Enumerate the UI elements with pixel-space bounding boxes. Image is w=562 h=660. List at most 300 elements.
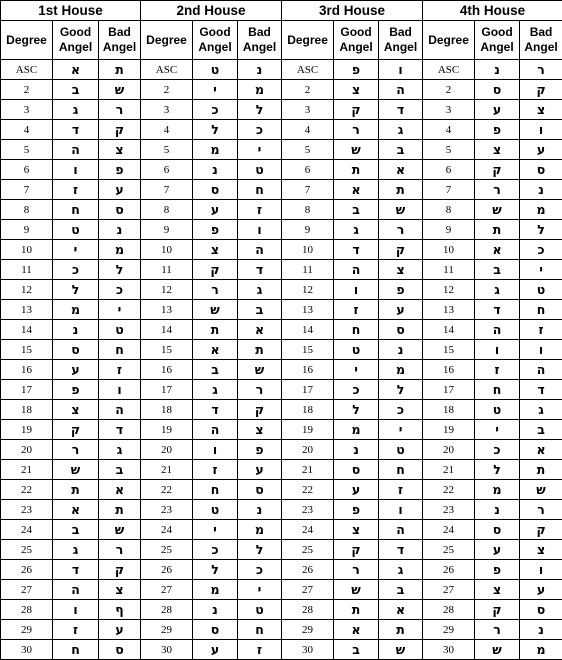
bad-angel-cell: ש xyxy=(99,520,141,540)
degree-cell: 8 xyxy=(141,200,193,220)
degree-cell: 15 xyxy=(141,340,193,360)
bad-angel-cell: ש xyxy=(379,640,423,660)
bad-angel-cell: ו xyxy=(379,500,423,520)
bad-angel-cell: ט xyxy=(238,600,282,620)
table-row xyxy=(1,640,562,660)
bad-angel-cell: צ xyxy=(379,260,423,280)
degree-cell: 6 xyxy=(1,160,53,180)
degree-cell: 19 xyxy=(1,420,53,440)
good-angel-cell: כ xyxy=(193,540,238,560)
degree-cell: 27 xyxy=(423,580,475,600)
good-angel-cell: א xyxy=(475,240,520,260)
degree-cell: 18 xyxy=(1,400,53,420)
degree-cell: 28 xyxy=(282,600,334,620)
degree-cell: 12 xyxy=(423,280,475,300)
good-angel-cell: ז xyxy=(334,300,379,320)
degree-cell: 14 xyxy=(423,320,475,340)
degree-cell: 30 xyxy=(1,640,53,660)
good-angel-cell: כ xyxy=(53,260,99,280)
good-angel-cell: ד xyxy=(53,120,99,140)
bad-angel-cell: ה xyxy=(99,400,141,420)
bad-angel-cell: ק xyxy=(379,240,423,260)
degree-cell: 19 xyxy=(141,420,193,440)
degree-cell: 2 xyxy=(141,80,193,100)
bad-angel-cell: ו xyxy=(99,380,141,400)
degree-cell: 4 xyxy=(141,120,193,140)
bad-angel-cell: ט xyxy=(99,320,141,340)
good-angel-cell: ק xyxy=(475,600,520,620)
degree-cell: 3 xyxy=(423,100,475,120)
good-angel-cell: ת xyxy=(53,480,99,500)
degree-cell: 5 xyxy=(1,140,53,160)
good-angel-cell: כ xyxy=(475,440,520,460)
bad-angel-cell: ח xyxy=(379,460,423,480)
degree-cell: 16 xyxy=(282,360,334,380)
degree-cell: 19 xyxy=(282,420,334,440)
degree-cell: 20 xyxy=(423,440,475,460)
degree-cell: 13 xyxy=(423,300,475,320)
bad-angel-cell: ע xyxy=(99,620,141,640)
bad-angel-cell: ר xyxy=(99,100,141,120)
good-angel-cell: ת xyxy=(475,220,520,240)
good-angel-cell: ג xyxy=(53,540,99,560)
degree-cell: 23 xyxy=(1,500,53,520)
degree-cell: 30 xyxy=(423,640,475,660)
good-angel-cell: ח xyxy=(193,480,238,500)
good-angel-cell: ז xyxy=(53,180,99,200)
good-angel-cell: ס xyxy=(193,620,238,640)
bad-angel-cell: ע xyxy=(238,460,282,480)
bad-angel-cell: נ xyxy=(238,60,282,80)
good-angel-cell: ש xyxy=(475,640,520,660)
good-angel-cell: ב xyxy=(53,520,99,540)
bad-angel-cell: ל xyxy=(520,220,562,240)
bad-angel-cell: ת xyxy=(99,500,141,520)
good-angel-cell: צ xyxy=(334,80,379,100)
bad-angel-cell: צ xyxy=(99,580,141,600)
degree-cell: 4 xyxy=(1,120,53,140)
table-row xyxy=(1,360,562,380)
degree-cell: 4 xyxy=(282,120,334,140)
good-angel-cell: ס xyxy=(475,80,520,100)
degree-cell: 27 xyxy=(141,580,193,600)
table-row xyxy=(1,580,562,600)
table-row xyxy=(1,480,562,500)
good-angel-cell: ל xyxy=(334,400,379,420)
good-angel-cell: פ xyxy=(53,380,99,400)
degree-cell: 15 xyxy=(423,340,475,360)
bad-angel-cell: מ xyxy=(238,80,282,100)
degree-cell: 22 xyxy=(141,480,193,500)
degree-cell: 15 xyxy=(1,340,53,360)
good-angel-cell: ס xyxy=(475,520,520,540)
bad-angel-cell: ר xyxy=(520,500,562,520)
degree-cell: 12 xyxy=(1,280,53,300)
good-angel-cell: צ xyxy=(193,240,238,260)
degree-cell: 16 xyxy=(423,360,475,380)
degree-cell: 22 xyxy=(423,480,475,500)
table-body xyxy=(1,60,562,660)
bad-angel-cell: ת xyxy=(379,180,423,200)
table-row xyxy=(1,540,562,560)
degree-cell: 28 xyxy=(423,600,475,620)
bad-angel-cell: י xyxy=(99,300,141,320)
degree-column-header: Degree xyxy=(423,21,475,60)
good-angel-column-header: Good Angel xyxy=(334,21,379,60)
degree-cell: 20 xyxy=(282,440,334,460)
degree-cell: 17 xyxy=(1,380,53,400)
degree-cell: 17 xyxy=(141,380,193,400)
degree-cell: 6 xyxy=(282,160,334,180)
bad-angel-cell: ג xyxy=(238,280,282,300)
bad-angel-cell: ד xyxy=(379,540,423,560)
table-row xyxy=(1,440,562,460)
good-angel-cell: ש xyxy=(193,300,238,320)
good-angel-cell: א xyxy=(53,500,99,520)
degree-cell: 26 xyxy=(141,560,193,580)
bad-angel-cell: נ xyxy=(520,180,562,200)
table-row xyxy=(1,320,562,340)
bad-angel-cell: א xyxy=(379,600,423,620)
good-angel-cell: ע xyxy=(193,200,238,220)
bad-angel-cell: ו xyxy=(520,340,562,360)
good-angel-cell: ל xyxy=(193,120,238,140)
degree-cell: 20 xyxy=(141,440,193,460)
bad-angel-cell: ר xyxy=(238,380,282,400)
good-angel-cell: ת xyxy=(334,600,379,620)
bad-angel-cell: ב xyxy=(99,460,141,480)
degree-cell: 12 xyxy=(282,280,334,300)
bad-angel-cell: ש xyxy=(99,80,141,100)
good-angel-cell: י xyxy=(475,420,520,440)
degree-cell: 18 xyxy=(423,400,475,420)
table-row xyxy=(1,260,562,280)
good-angel-cell: ד xyxy=(475,300,520,320)
degree-cell: 13 xyxy=(1,300,53,320)
good-angel-cell: ק xyxy=(53,420,99,440)
bad-angel-cell: ב xyxy=(379,140,423,160)
degree-cell: 17 xyxy=(282,380,334,400)
degree-cell: 17 xyxy=(423,380,475,400)
good-angel-cell: כ xyxy=(193,100,238,120)
good-angel-cell: ג xyxy=(334,220,379,240)
table-row xyxy=(1,500,562,520)
degree-cell: 11 xyxy=(282,260,334,280)
bad-angel-cell: ת xyxy=(99,60,141,80)
house-header: 1st House xyxy=(1,1,141,21)
degree-cell: 2 xyxy=(282,80,334,100)
bad-angel-cell: ט xyxy=(379,440,423,460)
bad-angel-cell: ז xyxy=(99,360,141,380)
degree-cell: 9 xyxy=(423,220,475,240)
good-angel-cell: ח xyxy=(334,320,379,340)
table-row xyxy=(1,200,562,220)
good-angel-cell: ש xyxy=(53,460,99,480)
degree-cell: 6 xyxy=(141,160,193,180)
degree-cell: 5 xyxy=(141,140,193,160)
house-header-row xyxy=(1,1,562,21)
bad-angel-column-header: Bad Angel xyxy=(99,21,141,60)
bad-angel-cell: ו xyxy=(520,120,562,140)
degree-cell: 30 xyxy=(282,640,334,660)
good-angel-cell: מ xyxy=(475,480,520,500)
bad-angel-cell: ע xyxy=(520,580,562,600)
degree-column-header: Degree xyxy=(282,21,334,60)
degree-cell: 7 xyxy=(423,180,475,200)
bad-angel-cell: י xyxy=(520,260,562,280)
bad-angel-cell: ה xyxy=(520,360,562,380)
bad-angel-cell: נ xyxy=(99,220,141,240)
degree-cell: 7 xyxy=(282,180,334,200)
bad-angel-cell: מ xyxy=(379,360,423,380)
good-angel-cell: נ xyxy=(193,160,238,180)
bad-angel-cell: צ xyxy=(520,540,562,560)
good-angel-cell: ט xyxy=(53,220,99,240)
bad-angel-cell: ס xyxy=(99,200,141,220)
good-angel-cell: ר xyxy=(193,280,238,300)
bad-angel-cell: א xyxy=(520,440,562,460)
bad-angel-cell: ז xyxy=(238,200,282,220)
bad-angel-cell: ס xyxy=(520,600,562,620)
degree-cell: 26 xyxy=(1,560,53,580)
degree-cell: 15 xyxy=(282,340,334,360)
degree-cell: 25 xyxy=(141,540,193,560)
bad-angel-cell: ה xyxy=(379,520,423,540)
good-angel-cell: ק xyxy=(475,160,520,180)
good-angel-cell: ד xyxy=(53,560,99,580)
good-angel-cell: ד xyxy=(193,400,238,420)
degree-cell: 14 xyxy=(1,320,53,340)
house-header: 2nd House xyxy=(141,1,282,21)
table-row xyxy=(1,300,562,320)
good-angel-cell: ג xyxy=(53,100,99,120)
bad-angel-cell: י xyxy=(379,420,423,440)
bad-angel-cell: ס xyxy=(379,320,423,340)
degree-cell: 26 xyxy=(282,560,334,580)
degree-cell: 30 xyxy=(141,640,193,660)
degree-cell: 3 xyxy=(282,100,334,120)
good-angel-cell: ק xyxy=(193,260,238,280)
bad-angel-cell: ג xyxy=(520,400,562,420)
degree-cell: 21 xyxy=(141,460,193,480)
good-angel-cell: ס xyxy=(334,460,379,480)
bad-angel-cell: ע xyxy=(520,140,562,160)
good-angel-cell: ל xyxy=(193,560,238,580)
bad-angel-column-header: Bad Angel xyxy=(238,21,282,60)
good-angel-cell: נ xyxy=(193,600,238,620)
bad-angel-cell: י xyxy=(238,580,282,600)
bad-angel-cell: ט xyxy=(238,160,282,180)
good-angel-cell: ה xyxy=(53,580,99,600)
good-angel-cell: ז xyxy=(475,360,520,380)
degree-cell: 27 xyxy=(282,580,334,600)
table-row xyxy=(1,340,562,360)
bad-angel-cell: מ xyxy=(520,200,562,220)
good-angel-column-header: Good Angel xyxy=(475,21,520,60)
house-header: 4th House xyxy=(423,1,562,21)
good-angel-cell: ל xyxy=(53,280,99,300)
degree-cell: 29 xyxy=(282,620,334,640)
bad-angel-cell: ד xyxy=(520,380,562,400)
degree-cell: 2 xyxy=(1,80,53,100)
degree-cell: 4 xyxy=(423,120,475,140)
bad-angel-cell: ח xyxy=(238,180,282,200)
bad-angel-cell: נ xyxy=(520,620,562,640)
good-angel-cell: ט xyxy=(193,500,238,520)
degree-cell: 23 xyxy=(423,500,475,520)
bad-angel-cell: מ xyxy=(238,520,282,540)
bad-angel-cell: מ xyxy=(99,240,141,260)
good-angel-cell: צ xyxy=(475,580,520,600)
degree-cell: 5 xyxy=(282,140,334,160)
good-angel-cell: צ xyxy=(475,140,520,160)
good-angel-cell: ו xyxy=(193,440,238,460)
table-row xyxy=(1,180,562,200)
degree-cell: 26 xyxy=(423,560,475,580)
bad-angel-cell: ש xyxy=(379,200,423,220)
good-angel-cell: ט xyxy=(334,340,379,360)
good-angel-cell: ב xyxy=(334,200,379,220)
good-angel-cell: ה xyxy=(53,140,99,160)
table-row xyxy=(1,140,562,160)
degree-cell: 28 xyxy=(1,600,53,620)
bad-angel-cell: צ xyxy=(520,100,562,120)
bad-angel-cell: ה xyxy=(238,240,282,260)
degree-cell: 29 xyxy=(141,620,193,640)
bad-angel-cell: פ xyxy=(99,160,141,180)
good-angel-cell: ח xyxy=(53,640,99,660)
good-angel-cell: א xyxy=(193,340,238,360)
table-row xyxy=(1,280,562,300)
good-angel-cell: ע xyxy=(53,360,99,380)
bad-angel-cell: ו xyxy=(520,560,562,580)
degree-cell: 16 xyxy=(1,360,53,380)
degree-cell: 10 xyxy=(423,240,475,260)
degree-cell: 21 xyxy=(423,460,475,480)
good-angel-cell: י xyxy=(193,520,238,540)
bad-angel-cell: ס xyxy=(99,640,141,660)
table-row xyxy=(1,240,562,260)
degree-cell: 9 xyxy=(141,220,193,240)
good-angel-cell: פ xyxy=(334,500,379,520)
bad-angel-cell: ר xyxy=(379,220,423,240)
degree-cell: 29 xyxy=(1,620,53,640)
good-angel-cell: מ xyxy=(193,140,238,160)
degree-cell: 8 xyxy=(1,200,53,220)
degree-cell: 11 xyxy=(423,260,475,280)
good-angel-cell: ה xyxy=(334,260,379,280)
bad-angel-cell: ע xyxy=(379,300,423,320)
good-angel-cell: א xyxy=(334,180,379,200)
bad-angel-cell: נ xyxy=(238,500,282,520)
bad-angel-cell: י xyxy=(238,140,282,160)
table-row xyxy=(1,220,562,240)
bad-angel-cell: פ xyxy=(379,280,423,300)
bad-angel-cell: ל xyxy=(238,100,282,120)
bad-angel-cell: ק xyxy=(520,520,562,540)
degree-cell: 8 xyxy=(423,200,475,220)
good-angel-cell: ש xyxy=(475,200,520,220)
good-angel-cell: ל xyxy=(475,460,520,480)
bad-angel-cell: ג xyxy=(379,120,423,140)
good-angel-cell: ס xyxy=(53,340,99,360)
degree-cell: 23 xyxy=(141,500,193,520)
good-angel-cell: ו xyxy=(475,340,520,360)
good-angel-cell: ו xyxy=(53,600,99,620)
degree-cell: 25 xyxy=(1,540,53,560)
degree-cell: 24 xyxy=(282,520,334,540)
good-angel-cell: נ xyxy=(475,500,520,520)
good-angel-cell: צ xyxy=(334,520,379,540)
good-angel-cell: ב xyxy=(334,640,379,660)
table-row xyxy=(1,400,562,420)
good-angel-cell: ב xyxy=(475,260,520,280)
bad-angel-cell: פ xyxy=(238,440,282,460)
degree-cell: ASC xyxy=(1,60,53,80)
degree-cell: 2 xyxy=(423,80,475,100)
bad-angel-cell: ג xyxy=(99,440,141,460)
degree-cell: 21 xyxy=(282,460,334,480)
good-angel-cell: ו xyxy=(334,280,379,300)
bad-angel-cell: כ xyxy=(99,280,141,300)
degree-cell: 5 xyxy=(423,140,475,160)
degree-cell: 18 xyxy=(141,400,193,420)
bad-angel-cell: כ xyxy=(520,240,562,260)
degree-cell: 29 xyxy=(423,620,475,640)
good-angel-cell: ר xyxy=(53,440,99,460)
table-row xyxy=(1,60,562,80)
degree-cell: 24 xyxy=(423,520,475,540)
degree-column-header: Degree xyxy=(141,21,193,60)
bad-angel-cell: ע xyxy=(99,180,141,200)
bad-angel-cell: ר xyxy=(520,60,562,80)
bad-angel-cell: ק xyxy=(99,560,141,580)
good-angel-cell: ג xyxy=(193,380,238,400)
degree-cell: 19 xyxy=(423,420,475,440)
degree-cell: 8 xyxy=(282,200,334,220)
table-row xyxy=(1,600,562,620)
degree-cell: ASC xyxy=(423,60,475,80)
degree-cell: 10 xyxy=(282,240,334,260)
bad-angel-cell: ה xyxy=(379,80,423,100)
table-row xyxy=(1,620,562,640)
table-row xyxy=(1,520,562,540)
column-header-row xyxy=(1,21,562,60)
degree-cell: 24 xyxy=(1,520,53,540)
good-angel-cell: ר xyxy=(475,620,520,640)
bad-angel-cell: ס xyxy=(238,480,282,500)
good-angel-cell: י xyxy=(334,360,379,380)
good-angel-cell: ש xyxy=(334,140,379,160)
bad-angel-cell: צ xyxy=(99,140,141,160)
good-angel-cell: ז xyxy=(53,620,99,640)
good-angel-cell: ז xyxy=(193,460,238,480)
degree-cell: 9 xyxy=(1,220,53,240)
degree-cell: 24 xyxy=(141,520,193,540)
degree-cell: 23 xyxy=(282,500,334,520)
good-angel-cell: ה xyxy=(193,420,238,440)
bad-angel-cell: ד xyxy=(379,100,423,120)
bad-angel-cell: א xyxy=(238,320,282,340)
good-angel-column-header: Good Angel xyxy=(53,21,99,60)
bad-angel-cell: ב xyxy=(238,300,282,320)
degree-cell: 22 xyxy=(1,480,53,500)
bad-angel-cell: ב xyxy=(379,580,423,600)
degree-cell: 28 xyxy=(141,600,193,620)
good-angel-cell: פ xyxy=(475,560,520,580)
good-angel-column-header: Good Angel xyxy=(193,21,238,60)
good-angel-cell: י xyxy=(193,80,238,100)
